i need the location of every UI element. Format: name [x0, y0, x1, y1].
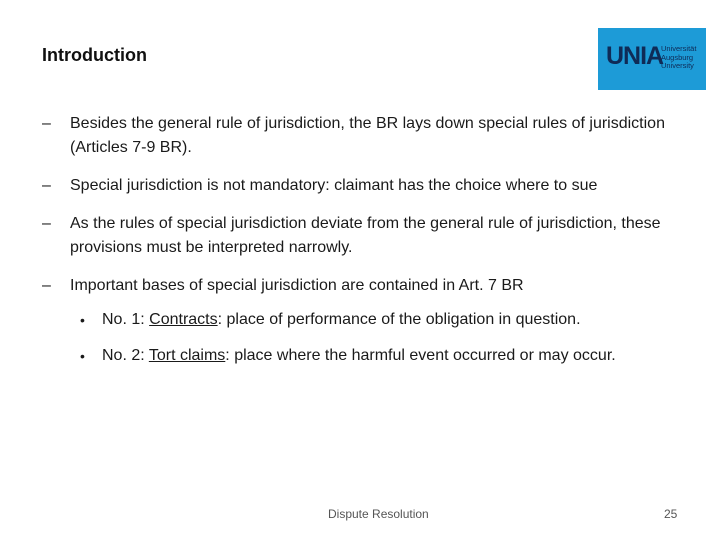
sub-bullet-item [70, 344, 702, 368]
logo-line-3: University [661, 61, 694, 71]
dash-marker: – [42, 115, 51, 132]
logo-mark: UNIA [606, 42, 664, 70]
dot-marker: • [80, 348, 85, 364]
bullet-item [42, 274, 702, 368]
slide-title: Introduction [42, 45, 147, 65]
logo-subtitle [661, 45, 696, 71]
dot-marker: • [80, 312, 85, 328]
logo-line-2: Augsburg [661, 52, 694, 62]
sub-bullet-underlined: Tort claims [148, 347, 226, 364]
university-logo [598, 28, 706, 90]
bullet-text: Special jurisdiction is not mandatory: claimant has the choice where to sue [70, 177, 598, 194]
main-bullet-list [42, 112, 702, 382]
sub-bullet-suffix: : place of performance of the obligation in question. [217, 311, 581, 328]
bullet-item [42, 212, 702, 260]
page-number: 25 [664, 507, 678, 521]
bullet-text: Besides the general rule of jurisdiction, the BR lays down special rules of jurisdiction (Articles 7-9 BR). [70, 115, 665, 156]
bullet-text: As the rules of special jurisdiction deviate from the general rule of jurisdiction, these provisions must be interpreted narrowly. [70, 215, 661, 256]
bullet-item [42, 112, 702, 160]
sub-bullet-prefix: No. 1: [102, 311, 150, 328]
dash-marker: – [42, 277, 51, 294]
dash-marker: – [42, 215, 51, 232]
dash-marker: – [42, 177, 51, 194]
sub-bullet-prefix: No. 2: [102, 347, 149, 364]
logo-line-1: Universität [661, 44, 697, 53]
sub-bullet-list [70, 308, 702, 368]
sub-bullet-item [70, 308, 702, 332]
sub-bullet-suffix: : place where the harmful event occurred or may occur. [225, 347, 616, 364]
footer-text: Dispute Resolution [328, 507, 429, 521]
bullet-text: Important bases of special jurisdiction are contained in Art. 7 BR [70, 277, 524, 294]
sub-bullet-underlined: Contracts [149, 311, 218, 328]
bullet-item [42, 174, 702, 198]
